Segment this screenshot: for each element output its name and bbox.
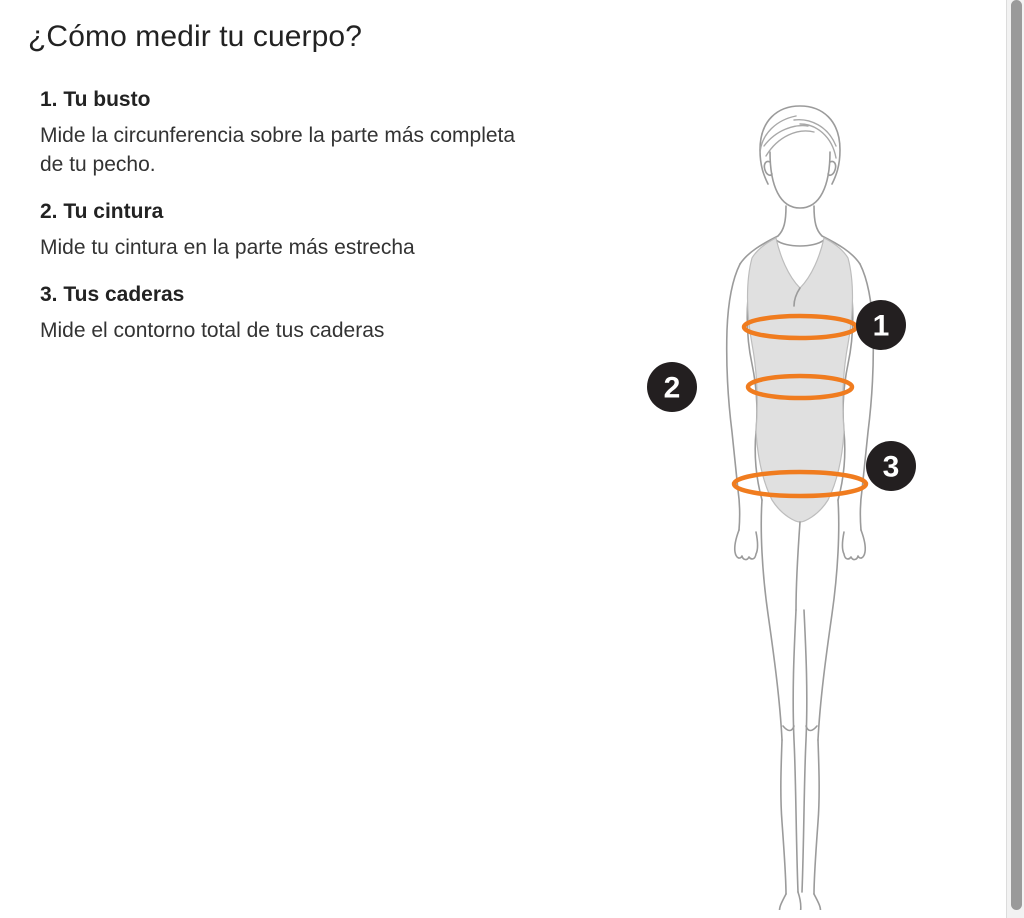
legs-outline (761, 500, 839, 910)
scrollbar-thumb[interactable] (1011, 0, 1022, 910)
badge-hips (866, 441, 916, 491)
badge-waist-label: 2 (663, 371, 681, 405)
step-waist-body: Mide tu cintura en la parte más estrecha (40, 235, 415, 259)
instructions-column (28, 20, 588, 366)
step-waist-heading: 2. Tu cintura (40, 199, 164, 223)
badge-bust-label: 1 (872, 309, 890, 343)
badge-bust (856, 300, 906, 350)
page-title: ¿Cómo medir tu cuerpo? (28, 20, 363, 53)
badge-hips-label: 3 (882, 450, 900, 484)
step-bust-heading: 1. Tu busto (40, 88, 151, 111)
step-hips (28, 283, 588, 346)
step-bust-body: Mide la circunferencia sobre la parte más completa de tu pecho. (40, 124, 516, 176)
head-and-hair-icon (760, 106, 840, 208)
step-hips-heading: 3. Tus caderas (40, 282, 185, 306)
vertical-scrollbar[interactable] (1006, 0, 1024, 918)
badge-waist (647, 362, 697, 412)
step-hips-body: Mide el contorno total de tus caderas (40, 318, 385, 342)
step-bust (28, 88, 588, 180)
body-measurement-diagram (600, 80, 980, 910)
step-waist (28, 200, 588, 263)
